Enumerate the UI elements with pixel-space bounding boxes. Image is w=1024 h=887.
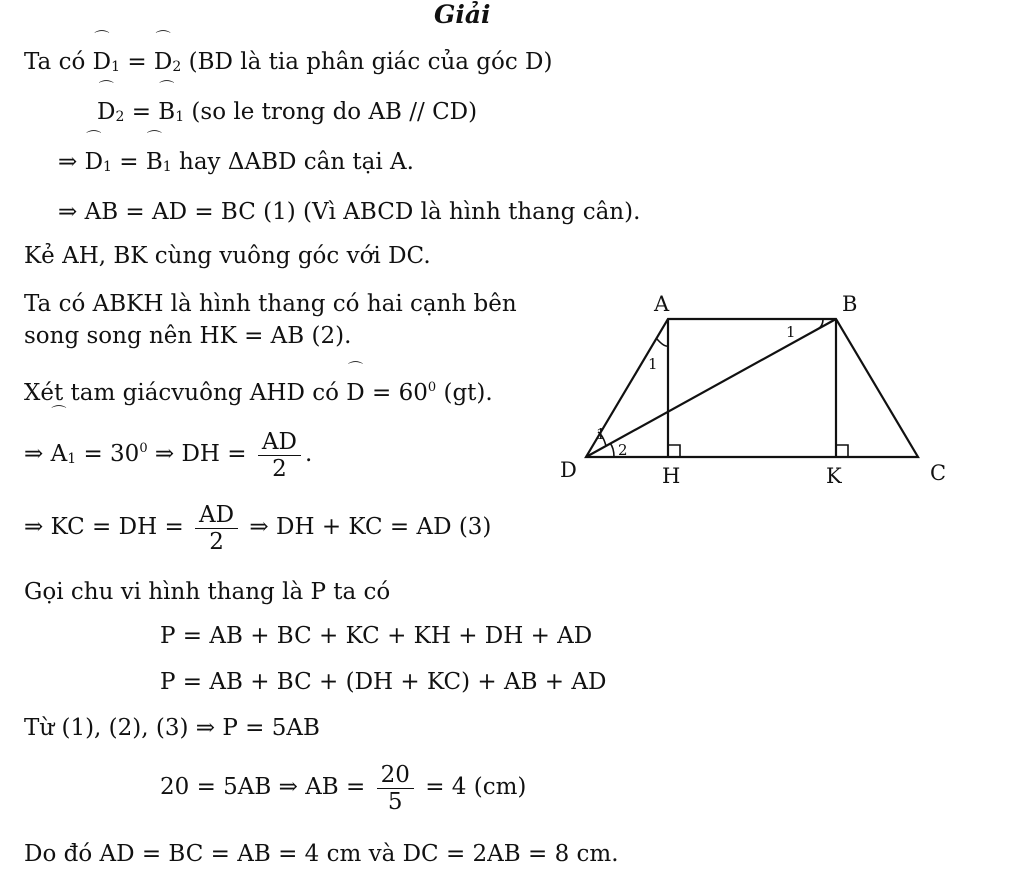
angle-value: = 60 [372,380,428,406]
line-11: Gọi chu vi hình thang là P ta có [24,579,391,605]
equals: = [127,49,147,75]
label-D: D [560,458,577,482]
arc-a1 [657,339,668,346]
angle-D: ⌒ D [346,379,364,407]
angle-D1: ⌒ D [85,148,103,176]
fraction-ad-over-2: $\frac{AD}{2}$ [258,429,301,482]
line-15-suffix: = 4 (cm) [425,774,527,800]
line-3: ⇒ ⌒ $D_1$ = ⌒ $B_1$ hay ΔABD cân tại A. [58,148,414,181]
fraction-20-over-5: $\frac{20}{5}$ [377,762,414,815]
line-9: ⇒ ⌒ $A_1 = 30^0$ ⇒ DH = $\frac{AD}{2}$ . [24,418,312,490]
label-B: B [842,292,858,316]
line-15-prefix: 20 = 5AB ⇒ AB = [160,774,366,800]
right-angle-h [668,445,680,457]
line-16: Do đó AD = BC = AB = 4 cm và DC = 2AB = 8 cm. [24,841,619,867]
line-10-suffix: ⇒ DH + KC = AD (3) [249,514,492,540]
line-4: ⇒ AB = AD = BC (1) (Vì ABCD là hình thang cân). [58,199,641,225]
equals: = [119,149,139,175]
angle-B1: ⌒ B [146,148,163,176]
line-1-prefix: Ta có [24,49,86,75]
line-2-note: (so le trong do AB // CD) [191,99,478,125]
trapezoid-figure [540,285,980,505]
label-K: K [826,464,842,488]
line-15 [160,756,526,818]
diagonal-bd [586,319,836,457]
angle-D2: ⌒ D [154,48,172,76]
line-10 [24,496,491,558]
line-1-note: (BD là tia phân giác của góc D) [188,49,553,75]
equals: = [131,99,151,125]
degree-sup: 0 [139,441,148,456]
period: . [304,441,313,467]
line-13: P = AB + BC + (DH + KC) + AB + AD [160,669,607,695]
line-7: song song nên HK = AB (2). [24,323,352,349]
line-8-prefix: Xét tam giácvuông AHD có [24,380,339,406]
implies-arrow: ⇒ [24,441,44,467]
angle-B1: ⌒ B [158,98,175,126]
angle-label-D2: 2 [618,441,628,459]
line-6: Ta có ABKH là hình thang có hai cạnh bên [24,291,517,317]
angle-value: = 30 [83,441,140,467]
angle-A1: ⌒ A [51,423,68,485]
angle-D2: ⌒ D [97,98,115,126]
label-A: A [654,292,670,316]
angle-D1: ⌒ D [93,48,111,76]
line-8-suffix: (gt). [443,380,493,406]
line-12: P = AB + BC + KC + KH + DH + AD [160,623,593,649]
implies-arrow: ⇒ [58,149,78,175]
line-9-mid: ⇒ DH = [154,441,247,467]
line-1: Ta có ⌒ $D_1$ = ⌒ $D_2$ (BD là tia phân giác của góc D) [24,48,552,81]
trapezoid-abcd [586,319,918,457]
angle-label-D1: 1 [596,425,606,443]
angle-label-B1: 1 [786,323,796,341]
line-5: Kẻ AH, BK cùng vuông góc với DC. [24,243,431,269]
line-3-note: hay ΔABD cân tại A. [179,149,414,175]
line-8 [24,374,493,407]
angle-label-A1: 1 [648,355,658,373]
line-10-prefix: ⇒ KC = DH = [24,514,184,540]
line-14: Từ (1), (2), (3) ⇒ P = 5AB [24,715,320,741]
label-C: C [930,461,947,485]
arc-d2 [610,443,614,457]
degree-sup: 0 [427,380,437,395]
label-H: H [662,464,681,488]
line-2: ⌒ $D_2$ = ⌒ $B_1$ (so le trong do AB // CD) [97,98,477,131]
right-angle-k [836,445,848,457]
solution-title: Giải [434,0,491,29]
fraction-ad-over-2: $\frac{AD}{2}$ [195,502,238,555]
